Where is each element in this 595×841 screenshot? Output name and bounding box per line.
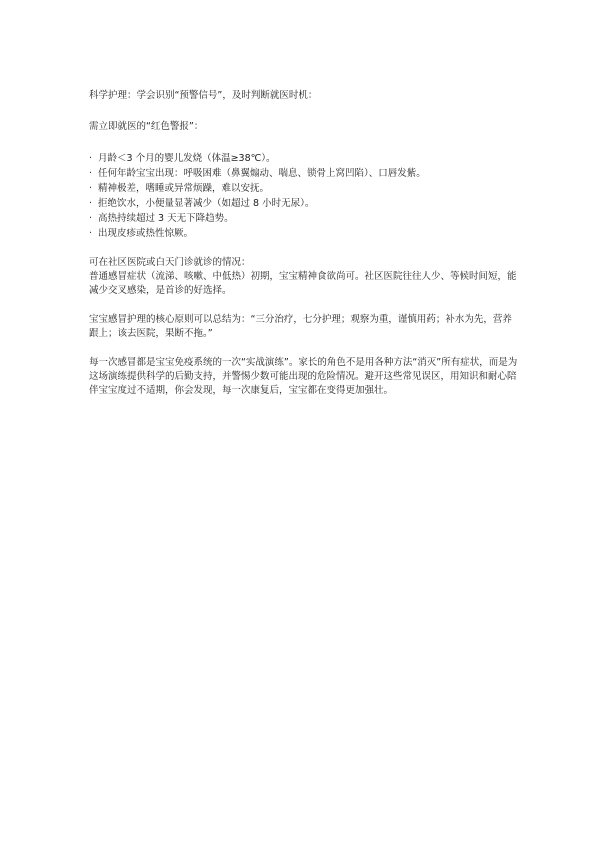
- list-item: [89, 211, 519, 226]
- bullet-icon: ·: [89, 228, 93, 239]
- list-item: [89, 226, 519, 241]
- red-alert-title: 需立即就医的“红色警报”：: [89, 121, 204, 132]
- list-item: [89, 166, 519, 181]
- list-item: [89, 196, 519, 211]
- list-item: [89, 181, 519, 196]
- community-paragraph: 普通感冒症状（流涕、咳嗽、中低热）初期，宝宝精神食欲尚可。社区医院往往人少、等候时间短，能减少交叉感染，是首诊的好选择。: [89, 271, 517, 296]
- list-item-text: 精神极差，嗜睡或异常烦躁，难以安抚。: [98, 183, 270, 194]
- spacer: [89, 134, 519, 151]
- list-item-text: 任何年龄宝宝出现：呼吸困难（鼻翼煽动、喘息、锁骨上窝凹陷）、口唇发紫。: [98, 168, 426, 179]
- bullet-icon: ·: [89, 153, 93, 164]
- list-item-text: 月龄＜3 个月的婴儿发烧（体温≥38℃）。: [98, 153, 276, 164]
- bullet-icon: ·: [89, 198, 93, 209]
- document-page: [89, 89, 519, 398]
- bullet-icon: ·: [89, 213, 93, 224]
- community-title: 可在社区医院或白天门诊就诊的情况：: [89, 257, 251, 268]
- list-item-text: 出现皮疹或热性惊厥。: [98, 228, 194, 239]
- intro-heading: 科学护理：学会识别“预警信号”，及时判断就医时机：: [89, 90, 318, 101]
- bullet-icon: ·: [89, 183, 93, 194]
- core-principle-paragraph: 宝宝感冒护理的核心原则可以总结为：“三分治疗，七分护理；观察为重，谨慎用药；补水为先，营养跟上；该去医院，果断不拖。”: [89, 314, 512, 339]
- spacer: [89, 103, 519, 120]
- spacer: [89, 341, 519, 356]
- closing-paragraph: 每一次感冒都是宝宝免疫系统的一次“实战演练”。家长的角色不是用各种方法“消灭”所有症状，而是为这场演练提供科学的后勤支持，并警惕少数可能出现的危险情况。避开这些常见误区，用知识和耐心陪伴宝宝度过不适期，你会发现，每一次康复后，宝宝都在变得更加强壮。: [89, 357, 518, 396]
- list-item: [89, 151, 519, 166]
- spacer: [89, 298, 519, 313]
- red-alert-list: [89, 151, 519, 241]
- list-item-text: 拒绝饮水，小便量显著减少（如超过 8 小时无尿）。: [98, 198, 315, 209]
- list-item-text: 高热持续超过 3 天无下降趋势。: [98, 213, 234, 224]
- spacer: [89, 241, 519, 256]
- bullet-icon: ·: [89, 168, 93, 179]
